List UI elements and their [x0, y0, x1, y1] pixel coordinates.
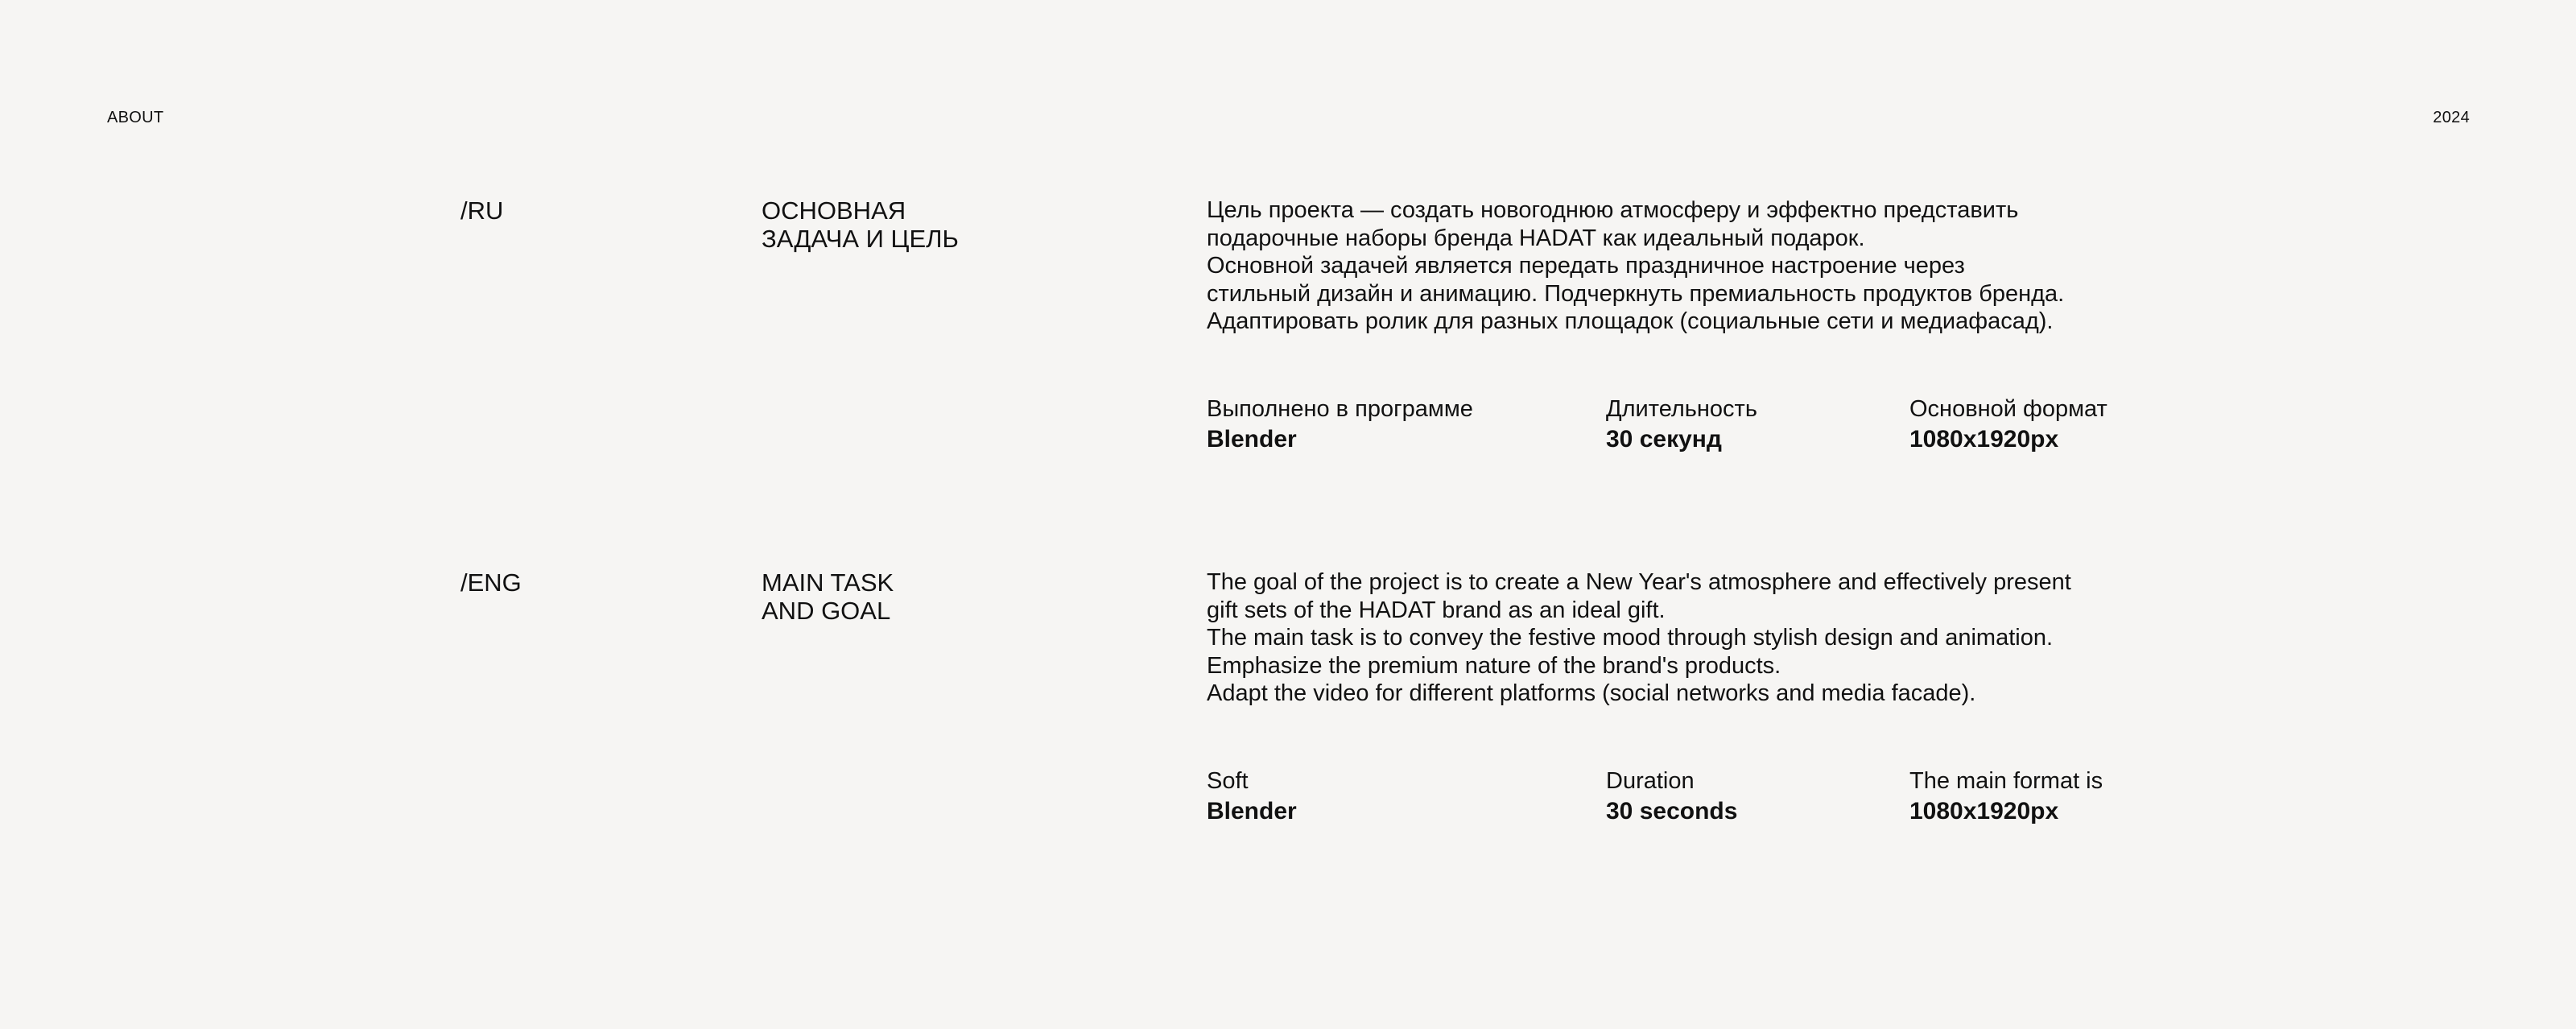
- meta-duration: [1606, 395, 1757, 454]
- heading-line: ОСНОВНАЯ: [762, 196, 906, 225]
- description-line: gift sets of the HADAT brand as an ideal gift.: [1207, 597, 1666, 623]
- section-heading: [762, 196, 1100, 253]
- description-line: подарочные наборы бренда HADAT как идеальный подарок.: [1207, 225, 1865, 251]
- description-line: The goal of the project is to create a New Year's atmosphere and effectively present: [1207, 569, 2071, 595]
- meta-label: Основной формат: [1909, 396, 2107, 422]
- meta-label: Duration: [1606, 768, 1695, 794]
- heading-line: MAIN TASK: [762, 568, 894, 597]
- meta-label: The main format is: [1909, 768, 2103, 794]
- year-label: 2024: [2433, 109, 2470, 126]
- description: [1207, 196, 2140, 336]
- description-line: Основной задачей является передать праздничное настроение через: [1207, 253, 1965, 279]
- meta-label: Длительность: [1606, 396, 1757, 422]
- meta-value: 30 секунд: [1606, 426, 1722, 453]
- meta-value: 30 seconds: [1606, 798, 1738, 824]
- meta-software: [1207, 767, 1297, 826]
- description-line: Adapt the video for different platforms (social networks and media facade).: [1207, 680, 1976, 706]
- meta-label: Выполнено в программе: [1207, 396, 1473, 422]
- section-heading: [762, 568, 1100, 625]
- description-line: стильный дизайн и анимацию. Подчеркнуть премиальность продуктов бренда.: [1207, 280, 2065, 307]
- meta-label: Soft: [1207, 768, 1249, 794]
- meta-format: [1909, 395, 2107, 454]
- heading-line: AND GOAL: [762, 597, 891, 625]
- description-line: Emphasize the premium nature of the brand's products.: [1207, 652, 1781, 679]
- language-tag: /RU: [460, 196, 504, 225]
- meta-duration: [1606, 767, 1737, 826]
- description-line: Цель проекта — создать новогоднюю атмосферу и эффектно представить: [1207, 197, 2019, 223]
- description-line: The main task is to convey the festive mood through stylish design and animation.: [1207, 625, 2054, 651]
- meta-value: Blender: [1207, 798, 1297, 824]
- meta-value: 1080x1920px: [1909, 798, 2059, 824]
- description-line: Адаптировать ролик для разных площадок (социальные сети и медиафасад).: [1207, 308, 2054, 334]
- description: [1207, 568, 2140, 708]
- meta-software: [1207, 395, 1473, 454]
- meta-value: 1080x1920px: [1909, 426, 2059, 453]
- meta-value: Blender: [1207, 426, 1297, 453]
- about-label: ABOUT: [107, 109, 164, 126]
- heading-line: ЗАДАЧА И ЦЕЛЬ: [762, 225, 959, 253]
- language-tag: /ENG: [460, 568, 522, 597]
- meta-format: [1909, 767, 2103, 826]
